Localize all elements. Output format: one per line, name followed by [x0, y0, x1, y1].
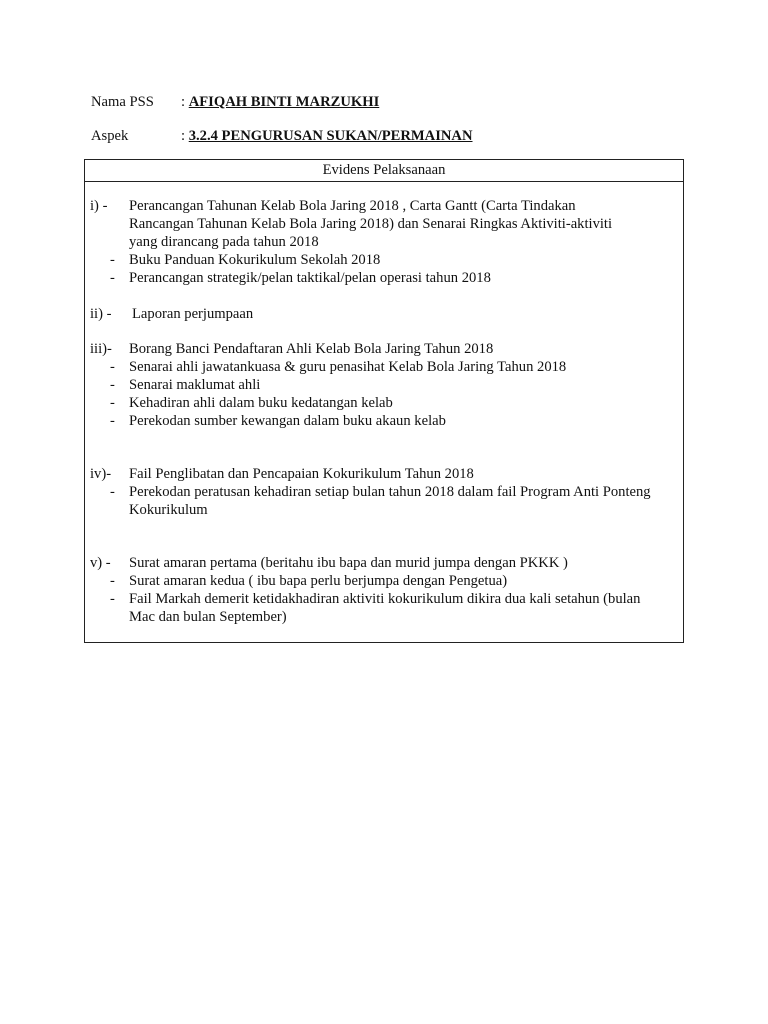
section-marker: v) -	[90, 555, 111, 571]
bullet-text: Senarai maklumat ahli	[129, 377, 261, 393]
section-text: Surat amaran pertama (beritahu ibu bapa dan murid jumpa dengan PKKK )	[129, 555, 568, 571]
bullet-dash: -	[110, 413, 115, 429]
section-text: Borang Banci Pendaftaran Ahli Kelab Bola Jaring Tahun 2018	[129, 341, 494, 357]
bullet-text: Perekodan peratusan kehadiran setiap bulan tahun 2018 dalam fail Program Anti Ponteng	[129, 484, 651, 500]
bullet-dash: -	[110, 484, 115, 500]
bullet-text: Perancangan strategik/pelan taktikal/pelan operasi tahun 2018	[129, 270, 491, 286]
section-text: yang dirancang pada tahun 2018	[129, 234, 319, 250]
nama-pss-value-group	[181, 93, 379, 111]
section-marker: iii)-	[90, 341, 112, 357]
section-marker: iv)-	[90, 466, 112, 482]
bullet-text: Buku Panduan Kokurikulum Sekolah 2018	[129, 252, 381, 268]
section-marker: ii) -	[90, 306, 112, 322]
bullet-dash: -	[110, 395, 115, 411]
bullet-dash: -	[110, 591, 115, 607]
evidence-table	[84, 159, 684, 643]
bullet-dash: -	[110, 573, 115, 589]
section-text: Laporan perjumpaan	[132, 306, 254, 322]
bullet-text: Perekodan sumber kewangan dalam buku akaun kelab	[129, 413, 446, 429]
nama-pss-value: AFIQAH BINTI MARZUKHI	[188, 94, 380, 110]
nama-pss-label: Nama PSS	[91, 94, 154, 110]
section-marker: i) -	[90, 198, 108, 214]
aspek-value-group	[181, 127, 473, 145]
bullet-dash: -	[110, 270, 115, 286]
section-text: Fail Penglibatan dan Pencapaian Kokurikulum Tahun 2018	[129, 466, 474, 482]
evidence-table-title: Evidens Pelaksanaan	[85, 160, 683, 182]
bullet-dash: -	[110, 377, 115, 393]
section-text: Perancangan Tahunan Kelab Bola Jaring 2018 , Carta Gantt (Carta Tindakan	[129, 198, 576, 214]
bullet-text: Kehadiran ahli dalam buku kedatangan kelab	[129, 395, 393, 411]
bullet-dash: -	[110, 252, 115, 268]
aspek-value: 3.2.4 PENGURUSAN SUKAN/PERMAINAN	[188, 128, 473, 144]
bullet-text: Mac dan bulan September)	[129, 609, 287, 625]
aspek-label: Aspek	[91, 128, 129, 144]
bullet-text: Kokurikulum	[129, 502, 208, 518]
bullet-text: Surat amaran kedua ( ibu bapa perlu berjumpa dengan Pengetua)	[129, 573, 508, 589]
aspek-colon: :	[181, 128, 186, 144]
bullet-text: Senarai ahli jawatankuasa & guru penasihat Kelab Bola Jaring Tahun 2018	[129, 359, 567, 375]
section-text: Rancangan Tahunan Kelab Bola Jaring 2018) dan Senarai Ringkas Aktiviti-aktiviti	[129, 216, 613, 232]
bullet-dash: -	[110, 359, 115, 375]
nama-pss-colon: :	[181, 94, 186, 110]
bullet-text: Fail Markah demerit ketidakhadiran aktiviti kokurikulum dikira dua kali setahun (bulan	[129, 591, 641, 607]
